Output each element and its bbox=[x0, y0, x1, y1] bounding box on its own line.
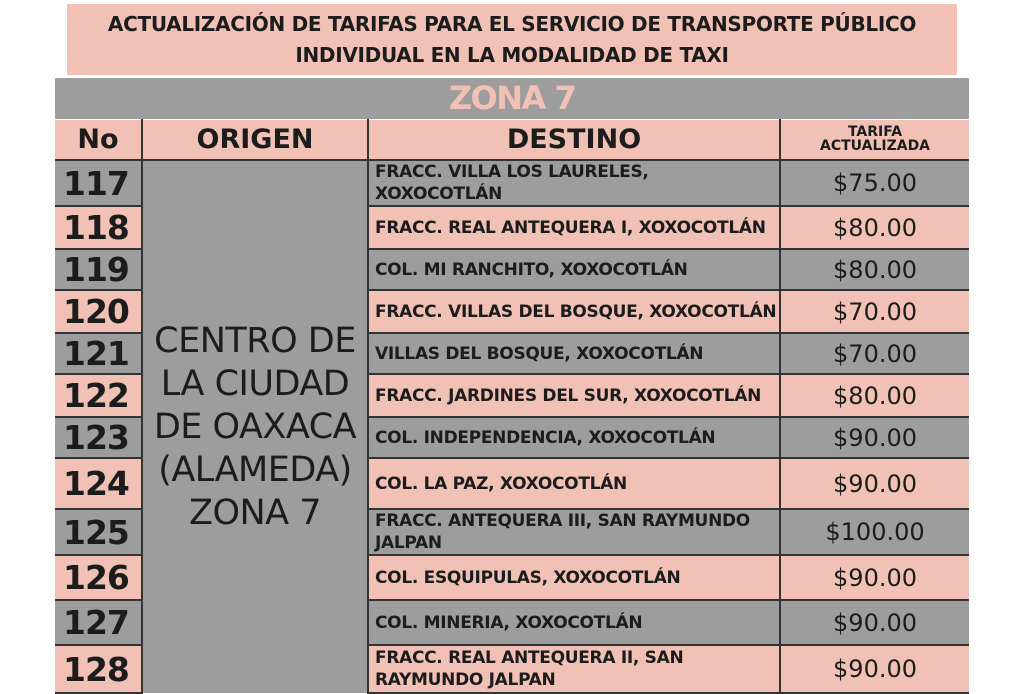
rate-cell: $90.00 bbox=[780, 458, 969, 509]
rate-cell: $70.00 bbox=[780, 290, 969, 333]
destination-cell: COL. ESQUIPULAS, XOXOCOTLÁN bbox=[368, 555, 780, 600]
row-number: 128 bbox=[55, 645, 142, 693]
row-number: 120 bbox=[55, 290, 142, 333]
origin-line: CENTRO DE bbox=[154, 320, 356, 361]
row-number: 119 bbox=[55, 249, 142, 290]
destination-cell: FRACC. ANTEQUERA III, SAN RAYMUNDO JALPAN bbox=[368, 509, 780, 555]
tariff-table bbox=[55, 78, 969, 694]
rate-cell: $75.00 bbox=[780, 160, 969, 206]
row-number: 125 bbox=[55, 509, 142, 555]
origin-line: (ALAMEDA) bbox=[158, 449, 352, 490]
rate-cell: $80.00 bbox=[780, 206, 969, 249]
destination-cell: FRACC. VILLAS DEL BOSQUE, XOXOCOTLÁN bbox=[368, 290, 780, 333]
zone-label: ZONA 7 bbox=[55, 78, 969, 119]
origin-line: ZONA 7 bbox=[188, 492, 322, 533]
row-number: 122 bbox=[55, 374, 142, 417]
header-tarifa-line2: ACTUALIZADA bbox=[820, 138, 931, 155]
destination-cell: FRACC. REAL ANTEQUERA II, SAN RAYMUNDO JALPAN bbox=[368, 645, 780, 693]
origin-line: DE OAXACA bbox=[153, 406, 357, 447]
document-title bbox=[67, 4, 957, 75]
header-no: No bbox=[55, 119, 142, 160]
origin-line: LA CIUDAD bbox=[160, 363, 350, 404]
title-line-1: ACTUALIZACIÓN DE TARIFAS PARA EL SERVICIO DE TRANSPORTE PÚBLICO bbox=[107, 11, 917, 36]
row-number: 118 bbox=[55, 206, 142, 249]
row-number: 126 bbox=[55, 555, 142, 600]
header-tarifa bbox=[780, 119, 969, 160]
header-tarifa-line1: TARIFA bbox=[847, 124, 903, 141]
destination-cell: FRACC. VILLA LOS LAURELES, XOXOCOTLÁN bbox=[368, 160, 780, 206]
destination-cell: VILLAS DEL BOSQUE, XOXOCOTLÁN bbox=[368, 333, 780, 374]
row-number: 124 bbox=[55, 458, 142, 509]
rate-cell: $90.00 bbox=[780, 600, 969, 645]
origin-cell bbox=[142, 160, 368, 693]
destination-cell: COL. LA PAZ, XOXOCOTLÁN bbox=[368, 458, 780, 509]
destination-cell: FRACC. REAL ANTEQUERA I, XOXOCOTLÁN bbox=[368, 206, 780, 249]
row-number: 127 bbox=[55, 600, 142, 645]
rate-cell: $80.00 bbox=[780, 249, 969, 290]
row-number: 117 bbox=[55, 160, 142, 206]
table-row bbox=[55, 160, 969, 206]
destination-cell: COL. MINERIA, XOXOCOTLÁN bbox=[368, 600, 780, 645]
rate-cell: $90.00 bbox=[780, 645, 969, 693]
destination-cell: COL. MI RANCHITO, XOXOCOTLÁN bbox=[368, 249, 780, 290]
destination-cell: COL. INDEPENDENCIA, XOXOCOTLÁN bbox=[368, 417, 780, 458]
rate-cell: $90.00 bbox=[780, 417, 969, 458]
rate-cell: $100.00 bbox=[780, 509, 969, 555]
rate-cell: $80.00 bbox=[780, 374, 969, 417]
title-line-2: INDIVIDUAL EN LA MODALIDAD DE TAXI bbox=[295, 42, 729, 67]
row-number: 121 bbox=[55, 333, 142, 374]
row-number: 123 bbox=[55, 417, 142, 458]
header-origen: ORIGEN bbox=[142, 119, 368, 160]
header-destino: DESTINO bbox=[368, 119, 780, 160]
table-body bbox=[55, 160, 969, 693]
rate-cell: $70.00 bbox=[780, 333, 969, 374]
destination-cell: FRACC. JARDINES DEL SUR, XOXOCOTLÁN bbox=[368, 374, 780, 417]
rate-cell: $90.00 bbox=[780, 555, 969, 600]
